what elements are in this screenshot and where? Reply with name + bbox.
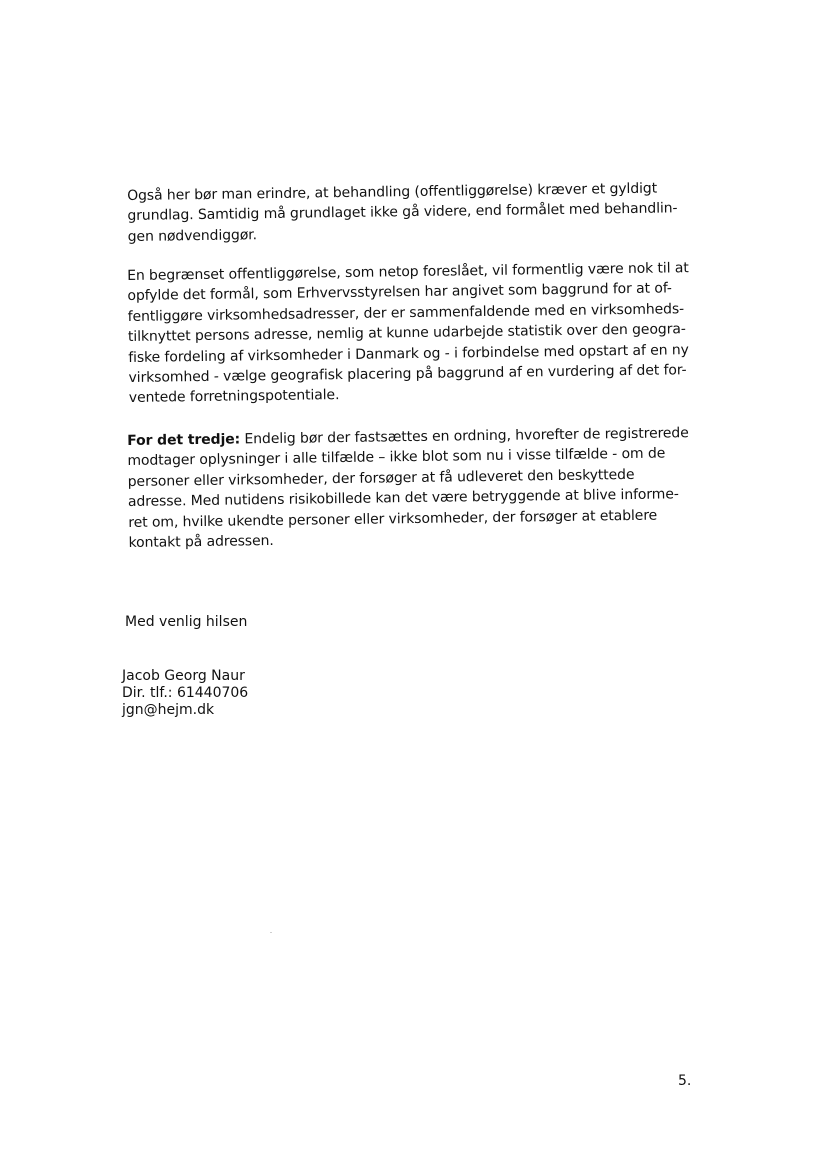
- text-line: opfylde det formål, som Erhvervsstyrelsen har angivet som baggrund for at of-: [127, 280, 672, 305]
- paragraph-limited-publication: [127, 258, 709, 409]
- signature-block: [122, 668, 248, 719]
- signer-email: jgn@hejm.dk: [122, 702, 215, 718]
- text-line: tilknyttet persons adresse, nemlig at kunne udarbejde statistik over den geogra-: [127, 321, 686, 346]
- text-line: personer eller virksomheder, der forsøger at få udleveret den beskyttede: [127, 466, 635, 490]
- scan-speck: [270, 932, 272, 933]
- text-line: grundlag. Samtidig må grundlaget ikke gå videre, end formålet med behandlin-: [127, 200, 678, 225]
- text-line: gen nødvendiggør.: [127, 227, 258, 245]
- closing-greeting: Med venlig hilsen: [125, 614, 248, 630]
- paragraph-legal-basis: [127, 178, 708, 247]
- page-number: 5.: [678, 1073, 692, 1089]
- signer-name: Jacob Georg Naur: [122, 668, 245, 684]
- first-line-rest: Endelig bør der fastsættes en ordning, hvorefter de registrerede: [240, 425, 689, 448]
- text-line: ret om, hvilke ukendte personer eller virksomheder, der forsøger at etablere: [128, 507, 658, 531]
- text-line: kontakt på adressen.: [128, 532, 274, 552]
- text-line: adresse. Med nutidens risikobillede kan det være betryggende at blive informe-: [127, 486, 679, 511]
- text-line: Også her bør man erindre, at behandling (offentliggørelse) kræver et gyldigt: [127, 180, 658, 204]
- text-line: En begrænset offentliggørelse, som netop foreslået, vil formentlig være nok til at: [127, 260, 689, 284]
- text-line: fentliggøre virksomhedsadresser, der er sammenfaldende med en virksomheds-: [127, 301, 685, 325]
- paragraph-third-point: [127, 423, 709, 554]
- bold-lead-heading: For det tredje:: [127, 431, 241, 449]
- text-line: virksomhed - vælge geografisk placering på baggrund af en vurdering af det for-: [128, 362, 687, 387]
- text-line: fiske fordeling af virksomheder i Danmark og - i forbindelse med opstart af en ny: [128, 341, 689, 366]
- signer-phone: Dir. tlf.: 61440706: [122, 685, 249, 701]
- text-line: ventede forretningspotentiale.: [128, 387, 340, 407]
- text-line: modtager oplysninger i alle tilfælde – ikke blot som nu i visse tilfælde - om de: [127, 445, 666, 470]
